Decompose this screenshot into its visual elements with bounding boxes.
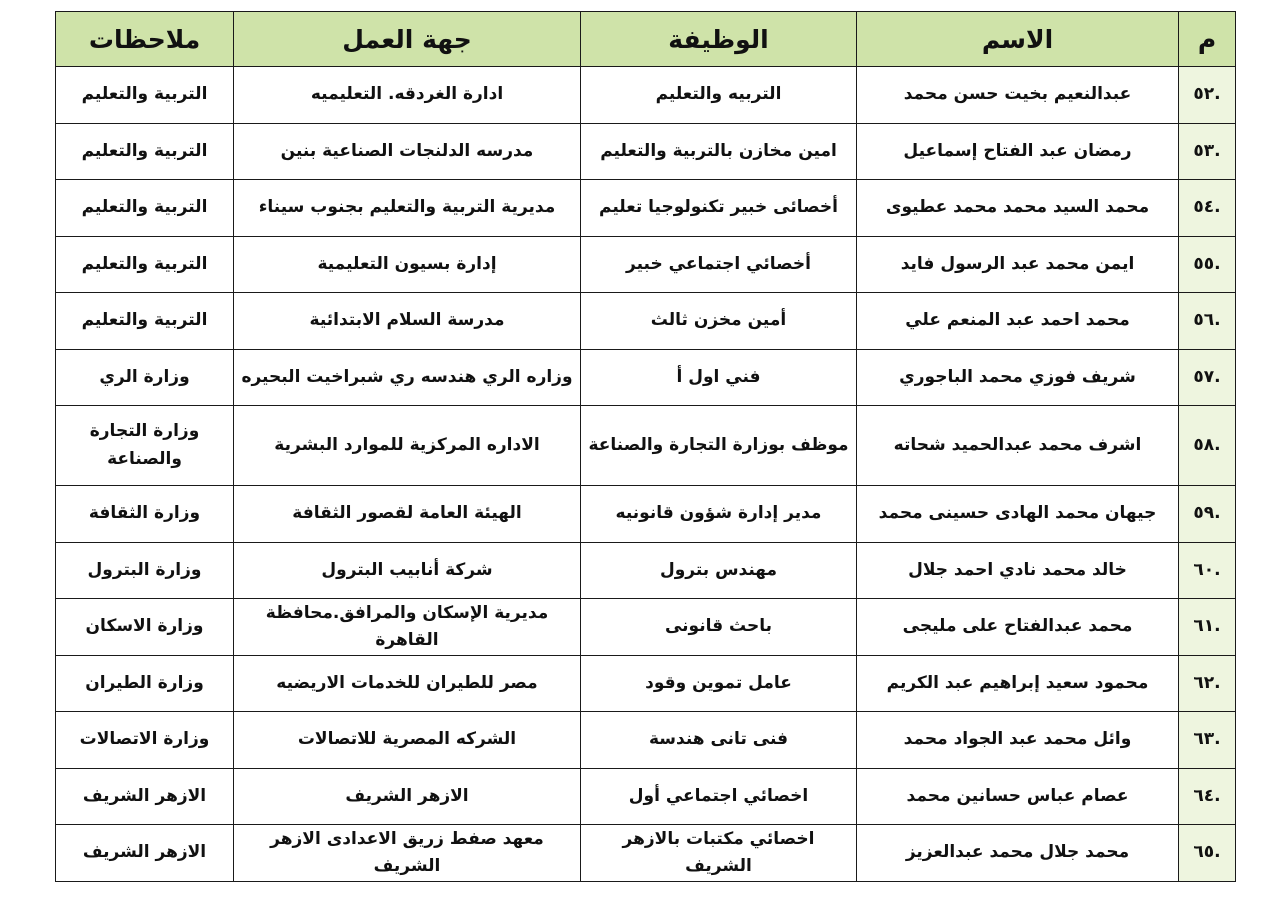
row-notes-cell: التربية والتعليم xyxy=(56,67,234,124)
row-job-cell: امين مخازن بالتربية والتعليم xyxy=(581,123,857,180)
row-notes-cell: وزارة التجارة والصناعة xyxy=(56,406,234,486)
row-workplace-cell: شركة أنابيب البترول xyxy=(234,542,581,599)
row-workplace-cell: مدرسه الدلنجات الصناعية بنين xyxy=(234,123,581,180)
row-name-cell: محمد السيد محمد محمد عطيوى xyxy=(857,180,1179,237)
header-workplace: جهة العمل xyxy=(234,12,581,67)
row-workplace-cell: الازهر الشريف xyxy=(234,768,581,825)
row-name-cell: خالد محمد نادي احمد جلال xyxy=(857,542,1179,599)
row-job-cell: أمين مخزن ثالث xyxy=(581,293,857,350)
row-name-cell: شريف فوزي محمد الباجوري xyxy=(857,349,1179,406)
row-number-cell: .٦١ xyxy=(1179,599,1236,656)
table-body xyxy=(56,67,1236,882)
row-number-cell: .٦٠ xyxy=(1179,542,1236,599)
row-number-cell: .٦٢ xyxy=(1179,655,1236,712)
table-row xyxy=(56,236,1236,293)
row-workplace-cell: الشركه المصرية للاتصالات xyxy=(234,712,581,769)
table-row xyxy=(56,293,1236,350)
table-row xyxy=(56,599,1236,656)
row-job-cell: مهندس بترول xyxy=(581,542,857,599)
row-number-cell: .٥٤ xyxy=(1179,180,1236,237)
header-name: الاسم xyxy=(857,12,1179,67)
row-notes-cell: وزارة الثقافة xyxy=(56,486,234,543)
row-job-cell: فني اول أ xyxy=(581,349,857,406)
row-workplace-cell: معهد صفط زريق الاعدادى الازهر الشريف xyxy=(234,825,581,882)
table-row xyxy=(56,825,1236,882)
row-job-cell: باحث قانونى xyxy=(581,599,857,656)
table-row xyxy=(56,123,1236,180)
row-job-cell: اخصائي اجتماعي أول xyxy=(581,768,857,825)
row-name-cell: عبدالنعيم بخيت حسن محمد xyxy=(857,67,1179,124)
row-notes-cell: وزارة الاسكان xyxy=(56,599,234,656)
row-notes-cell: التربية والتعليم xyxy=(56,236,234,293)
row-name-cell: محمد احمد عبد المنعم علي xyxy=(857,293,1179,350)
row-workplace-cell: الاداره المركزية للموارد البشرية xyxy=(234,406,581,486)
row-name-cell: رمضان عبد الفتاح إسماعيل xyxy=(857,123,1179,180)
table-row xyxy=(56,67,1236,124)
header-num: م xyxy=(1179,12,1236,67)
row-name-cell: محمد جلال محمد عبدالعزيز xyxy=(857,825,1179,882)
row-job-cell: أخصائى خبير تكنولوجيا تعليم xyxy=(581,180,857,237)
row-number-cell: .٦٥ xyxy=(1179,825,1236,882)
row-name-cell: محمد عبدالفتاح على مليجى xyxy=(857,599,1179,656)
row-name-cell: محمود سعيد إبراهيم عبد الكريم xyxy=(857,655,1179,712)
row-notes-cell: وزارة الاتصالات xyxy=(56,712,234,769)
row-name-cell: عصام عباس حسانين محمد xyxy=(857,768,1179,825)
row-name-cell: وائل محمد عبد الجواد محمد xyxy=(857,712,1179,769)
row-name-cell: اشرف محمد عبدالحميد شحاته xyxy=(857,406,1179,486)
table-header xyxy=(56,12,1236,67)
row-notes-cell: وزارة الطيران xyxy=(56,655,234,712)
row-job-cell: موظف بوزارة التجارة والصناعة xyxy=(581,406,857,486)
table-row xyxy=(56,180,1236,237)
table-row xyxy=(56,712,1236,769)
row-job-cell: التربيه والتعليم xyxy=(581,67,857,124)
row-job-cell: مدير إدارة شؤون قانونيه xyxy=(581,486,857,543)
row-number-cell: .٥٨ xyxy=(1179,406,1236,486)
row-notes-cell: الازهر الشريف xyxy=(56,825,234,882)
row-workplace-cell: الهيئة العامة لقصور الثقافة xyxy=(234,486,581,543)
row-notes-cell: وزارة البترول xyxy=(56,542,234,599)
row-number-cell: .٥٩ xyxy=(1179,486,1236,543)
row-number-cell: .٥٦ xyxy=(1179,293,1236,350)
row-number-cell: .٥٢ xyxy=(1179,67,1236,124)
row-notes-cell: التربية والتعليم xyxy=(56,180,234,237)
row-job-cell: عامل تموين وقود xyxy=(581,655,857,712)
row-number-cell: .٦٣ xyxy=(1179,712,1236,769)
table-row xyxy=(56,655,1236,712)
row-job-cell: فنى تانى هندسة xyxy=(581,712,857,769)
row-job-cell: اخصائي مكتبات بالازهر الشريف xyxy=(581,825,857,882)
row-job-cell: أخصائي اجتماعي خبير xyxy=(581,236,857,293)
row-notes-cell: الازهر الشريف xyxy=(56,768,234,825)
row-workplace-cell: إدارة بسيون التعليمية xyxy=(234,236,581,293)
row-number-cell: .٥٧ xyxy=(1179,349,1236,406)
row-notes-cell: التربية والتعليم xyxy=(56,123,234,180)
table-row xyxy=(56,406,1236,486)
row-workplace-cell: مديرية التربية والتعليم بجنوب سيناء xyxy=(234,180,581,237)
row-workplace-cell: وزاره الري هندسه ري شبراخيت البحيره xyxy=(234,349,581,406)
employee-table xyxy=(55,11,1236,882)
row-notes-cell: وزارة الري xyxy=(56,349,234,406)
row-notes-cell: التربية والتعليم xyxy=(56,293,234,350)
row-number-cell: .٥٥ xyxy=(1179,236,1236,293)
row-workplace-cell: مديرية الإسكان والمرافق.محافظة القاهرة xyxy=(234,599,581,656)
table-row xyxy=(56,542,1236,599)
employee-table-container xyxy=(55,11,1235,882)
row-number-cell: .٥٣ xyxy=(1179,123,1236,180)
header-row xyxy=(56,12,1236,67)
row-name-cell: جيهان محمد الهادى حسينى محمد xyxy=(857,486,1179,543)
table-row xyxy=(56,486,1236,543)
table-row xyxy=(56,768,1236,825)
row-workplace-cell: مصر للطيران للخدمات الاريضيه xyxy=(234,655,581,712)
table-row xyxy=(56,349,1236,406)
header-job: الوظيفة xyxy=(581,12,857,67)
row-name-cell: ايمن محمد عبد الرسول فايد xyxy=(857,236,1179,293)
row-workplace-cell: مدرسة السلام الابتدائية xyxy=(234,293,581,350)
header-notes: ملاحظات xyxy=(56,12,234,67)
row-workplace-cell: ادارة الغردقه. التعليميه xyxy=(234,67,581,124)
row-number-cell: .٦٤ xyxy=(1179,768,1236,825)
